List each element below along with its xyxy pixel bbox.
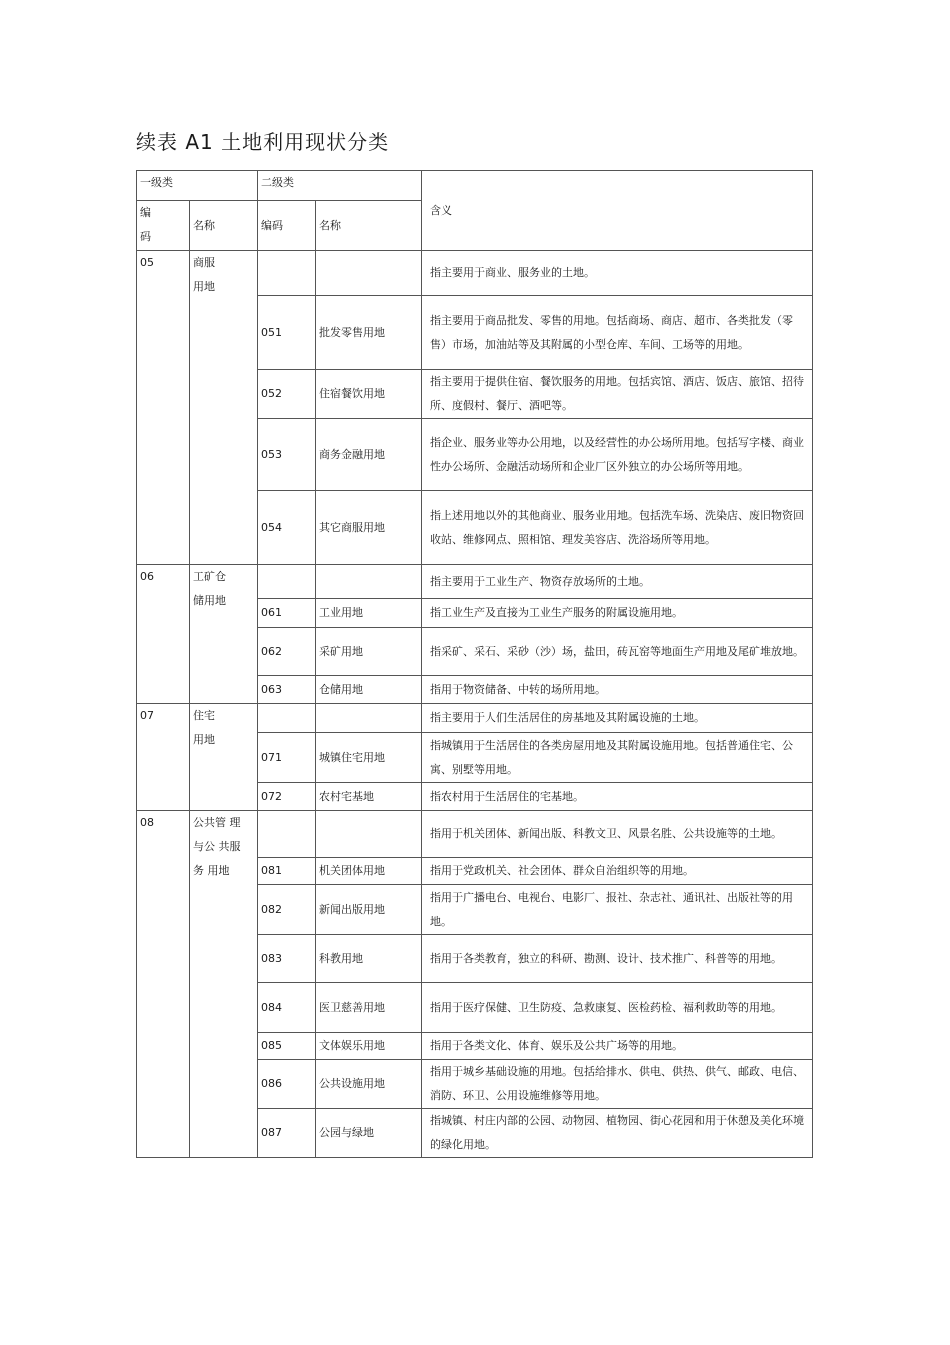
sub-meaning: 指用于党政机关、社会团体、群众自治组织等的用地。: [422, 858, 813, 885]
group-name-line: 储用地: [193, 594, 226, 607]
group-name-line: 与公 共服: [193, 840, 241, 853]
sub-meaning: 指主要用于提供住宿、餐饮服务的用地。包括宾馆、酒店、饭店、旅馆、招待所、度假村、餐厅、酒吧等。: [422, 370, 813, 419]
table-row: [137, 565, 813, 599]
empty-code: [258, 565, 316, 599]
sub-code: 087: [258, 1109, 316, 1158]
sub-name: 其它商服用地: [316, 491, 422, 565]
sub-code: 081: [258, 858, 316, 885]
sub-meaning: 指用于城乡基础设施的用地。包括给排水、供电、供热、供气、邮政、电信、消防、环卫、公用设施维修等用地。: [422, 1060, 813, 1109]
group-name: [190, 704, 258, 811]
sub-meaning: 指农村用于生活居住的宅基地。: [422, 783, 813, 811]
sub-name: 批发零售用地: [316, 296, 422, 370]
group-code: 08: [137, 811, 190, 1158]
empty-code: [258, 251, 316, 296]
group-meaning: 指主要用于工业生产、物资存放场所的土地。: [422, 565, 813, 599]
header-level1: 一级类: [137, 171, 258, 201]
header-code-b: 码: [140, 230, 151, 243]
sub-code: 084: [258, 983, 316, 1033]
sub-code: 061: [258, 599, 316, 628]
header-code2: 编码: [258, 201, 316, 251]
sub-name: 机关团体用地: [316, 858, 422, 885]
sub-meaning: 指工业生产及直接为工业生产服务的附属设施用地。: [422, 599, 813, 628]
sub-meaning: 指城镇、村庄内部的公园、动物园、植物园、街心花园和用于休憩及美化环境的绿化用地。: [422, 1109, 813, 1158]
page-title: 续表 A1 土地利用现状分类: [136, 130, 390, 154]
sub-name: 新闻出版用地: [316, 885, 422, 935]
group-name-line: 用地: [193, 280, 215, 293]
sub-meaning: 指用于物资储备、中转的场所用地。: [422, 676, 813, 704]
group-name: [190, 565, 258, 704]
group-name: [190, 251, 258, 565]
group-name-line: 商服: [193, 256, 215, 269]
sub-meaning: 指用于各类文化、体育、娱乐及公共广场等的用地。: [422, 1033, 813, 1060]
header-level2: 二级类: [258, 171, 422, 201]
group-code: 05: [137, 251, 190, 565]
sub-code: 062: [258, 628, 316, 676]
sub-name: 科教用地: [316, 935, 422, 983]
group-meaning: 指主要用于商业、服务业的土地。: [422, 251, 813, 296]
group-name-line: 务 用地: [193, 864, 230, 877]
sub-name: 文体娱乐用地: [316, 1033, 422, 1060]
sub-name: 公园与绿地: [316, 1109, 422, 1158]
sub-name: 采矿用地: [316, 628, 422, 676]
group-meaning: 指主要用于人们生活居住的房基地及其附属设施的土地。: [422, 704, 813, 733]
land-use-table: [136, 170, 813, 1158]
sub-code: 083: [258, 935, 316, 983]
header-code-a: 编: [140, 206, 151, 219]
sub-meaning: 指用于医疗保健、卫生防疫、急救康复、医检药检、福利救助等的用地。: [422, 983, 813, 1033]
group-meaning: 指用于机关团体、新闻出版、科教文卫、风景名胜、公共设施等的土地。: [422, 811, 813, 858]
sub-name: 医卫慈善用地: [316, 983, 422, 1033]
sub-name: 仓储用地: [316, 676, 422, 704]
empty-name: [316, 251, 422, 296]
group-name-line: 住宅: [193, 709, 215, 722]
header-meaning: 含义: [422, 171, 813, 251]
empty-code: [258, 811, 316, 858]
header-name2: 名称: [316, 201, 422, 251]
sub-name: 农村宅基地: [316, 783, 422, 811]
sub-meaning: 指用于广播电台、电视台、电影厂、报社、杂志社、通讯社、出版社等的用地。: [422, 885, 813, 935]
sub-name: 商务金融用地: [316, 419, 422, 491]
sub-name: 公共设施用地: [316, 1060, 422, 1109]
header-code: [137, 201, 190, 251]
group-name: [190, 811, 258, 1158]
table-row: [137, 251, 813, 296]
group-name-line: 公共管 理: [193, 816, 241, 829]
sub-name: 城镇住宅用地: [316, 733, 422, 783]
sub-name: 住宿餐饮用地: [316, 370, 422, 419]
sub-meaning: 指用于各类教育，独立的科研、勘测、设计、技术推广、科普等的用地。: [422, 935, 813, 983]
empty-name: [316, 565, 422, 599]
empty-name: [316, 811, 422, 858]
sub-code: 071: [258, 733, 316, 783]
sub-meaning: 指企业、服务业等办公用地，以及经营性的办公场所用地。包括写字楼、商业性办公场所、金融活动场所和企业厂区外独立的办公场所等用地。: [422, 419, 813, 491]
empty-name: [316, 704, 422, 733]
table-row: [137, 704, 813, 733]
empty-code: [258, 704, 316, 733]
header-name: 名称: [190, 201, 258, 251]
sub-code: 072: [258, 783, 316, 811]
table-body: [137, 171, 813, 1158]
sub-meaning: 指采矿、采石、采砂（沙）场，盐田，砖瓦窑等地面生产用地及尾矿堆放地。: [422, 628, 813, 676]
sub-code: 053: [258, 419, 316, 491]
sub-meaning: 指主要用于商品批发、零售的用地。包括商场、商店、超市、各类批发（零售）市场，加油站等及其附属的小型仓库、车间、工场等的用地。: [422, 296, 813, 370]
sub-code: 054: [258, 491, 316, 565]
sub-code: 051: [258, 296, 316, 370]
sub-meaning: 指上述用地以外的其他商业、服务业用地。包括洗车场、洗染店、废旧物资回收站、维修网点、照相馆、理发美容店、洗浴场所等用地。: [422, 491, 813, 565]
sub-code: 052: [258, 370, 316, 419]
group-name-line: 用地: [193, 733, 215, 746]
table-row: [137, 811, 813, 858]
sub-code: 082: [258, 885, 316, 935]
sub-meaning: 指城镇用于生活居住的各类房屋用地及其附属设施用地。包括普通住宅、公寓、别墅等用地。: [422, 733, 813, 783]
group-code: 06: [137, 565, 190, 704]
group-code: 07: [137, 704, 190, 811]
sub-name: 工业用地: [316, 599, 422, 628]
sub-code: 086: [258, 1060, 316, 1109]
sub-code: 085: [258, 1033, 316, 1060]
sub-code: 063: [258, 676, 316, 704]
group-name-line: 工矿仓: [193, 570, 226, 583]
